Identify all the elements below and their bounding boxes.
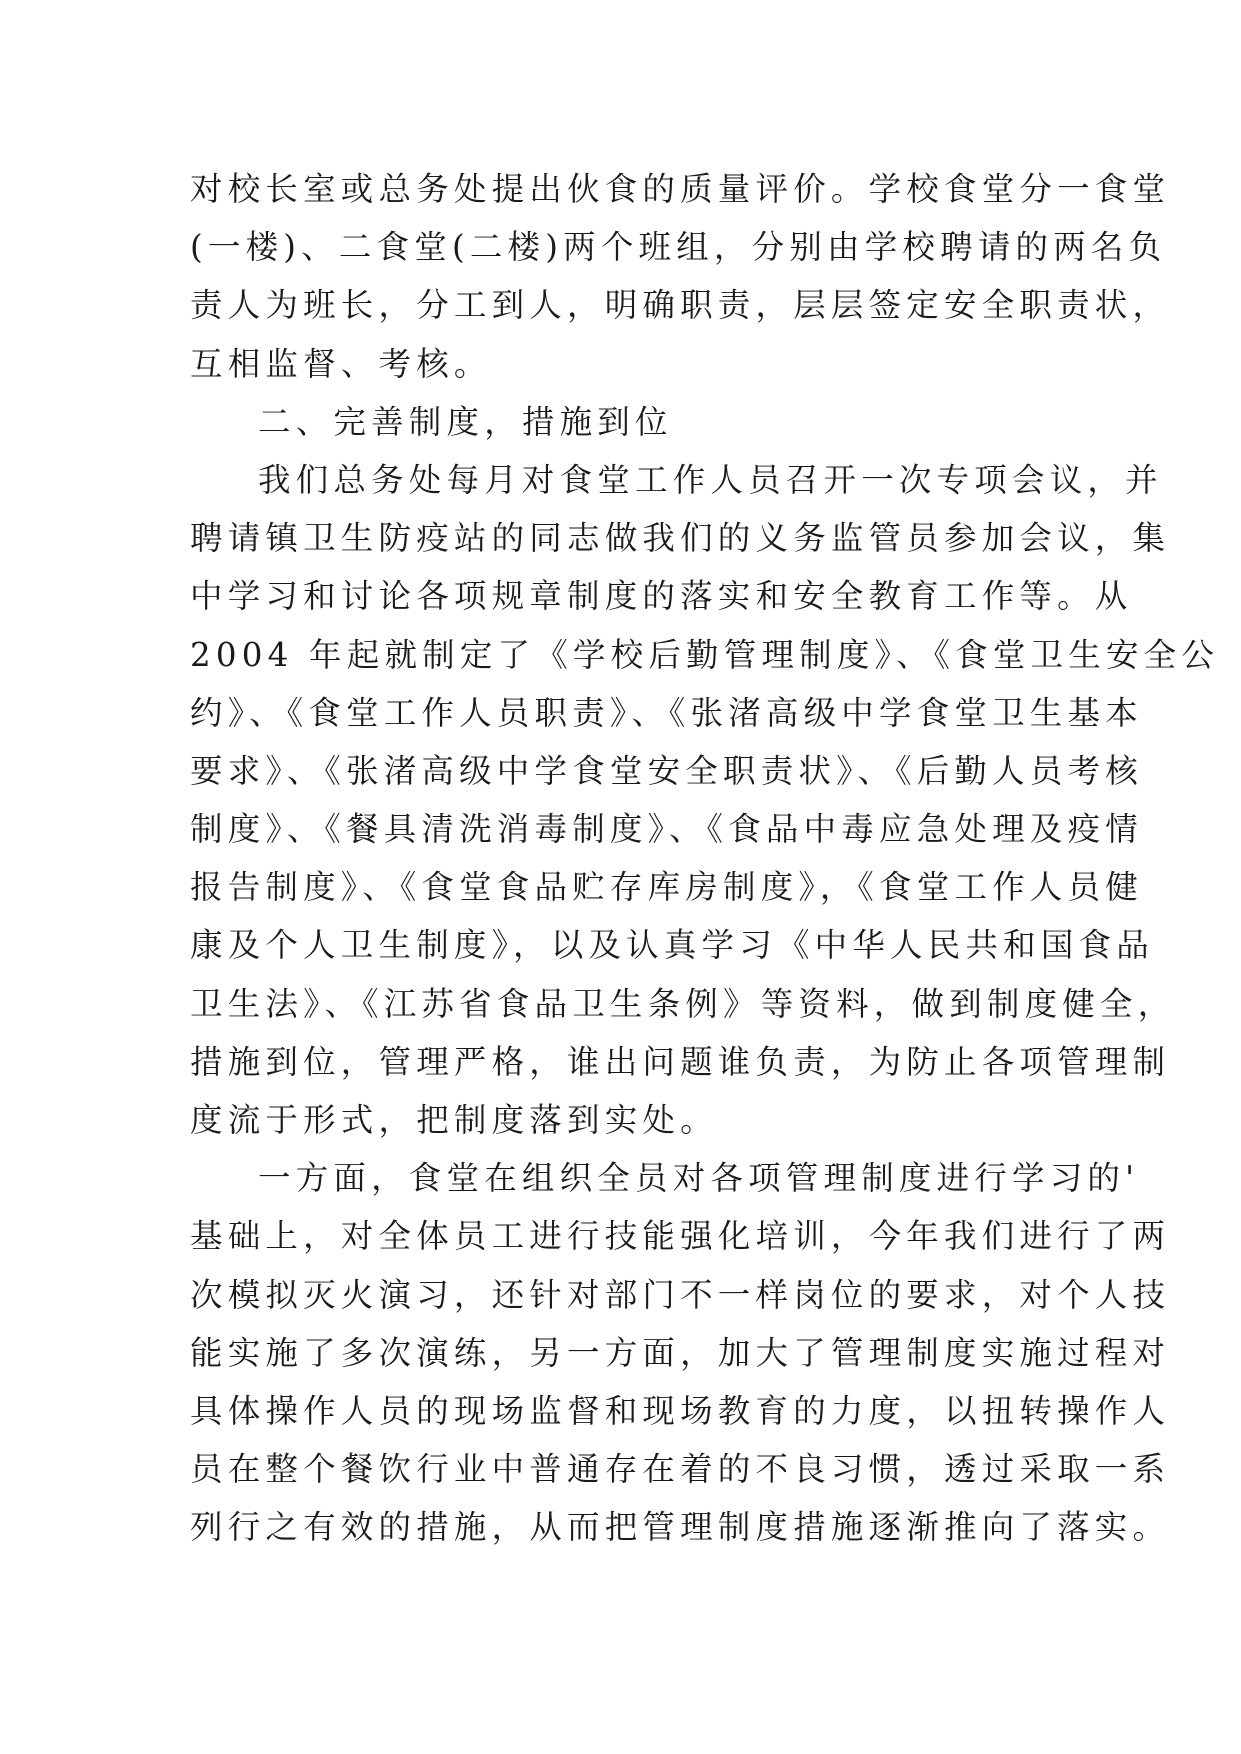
- text-line: 能实施了多次演练，另一方面，加大了管理制度实施过程对: [190, 1333, 1171, 1372]
- text-line: 对校长室或总务处提出伙食的质量评价。学校食堂分一食堂: [190, 170, 1171, 208]
- text-line: 约》、《食堂工作人员职责》、《张渚高级中学食堂卫生基本: [190, 693, 1143, 732]
- text-line: 员在整个餐饮行业中普通存在着的不良习惯，透过采取一系: [190, 1450, 1171, 1489]
- body-text: [190, 160, 1220, 1557]
- text-line: 基础上，对全体员工进行技能强化培训，今年我们进行了两: [190, 1217, 1171, 1256]
- text-line: 卫生法》、《江苏省食品卫生条例》等资料，做到制度健全，: [190, 984, 1176, 1023]
- text-line: 责人为班长，分工到人，明确职责，层层签定安全职责状，: [190, 286, 1171, 325]
- text-line: 聘请镇卫生防疫站的同志做我们的义务监管员参加会议，集: [190, 519, 1171, 558]
- text-line: 具体操作人员的现场监督和现场教育的力度，以扭转操作人: [190, 1391, 1171, 1430]
- text-line: 我们总务处每月对食堂工作人员召开一次专项会议，并: [258, 460, 1163, 499]
- text-line: 报告制度》、《食堂食品贮存库房制度》，《食堂工作人员健: [190, 868, 1143, 907]
- text-line: 制度》、《餐具清洗消毒制度》、《食品中毒应急处理及疫情: [190, 810, 1143, 849]
- text-line: 措施到位，管理严格，谁出问题谁负责，为防止各项管理制: [190, 1042, 1171, 1081]
- text-line: 二、完善制度，措施到位: [258, 402, 673, 441]
- text-line: 中学习和讨论各项规章制度的落实和安全教育工作等。从: [190, 577, 1133, 616]
- text-line: 列行之有效的措施，从而把管理制度措施逐渐推向了落实。: [190, 1508, 1171, 1547]
- text-line: 互相监督、考核。: [190, 344, 492, 383]
- text-line: (一楼)、二食堂(二楼)两个班组，分别由学校聘请的两名负: [190, 228, 1167, 267]
- text-line: 2004 年起就制定了《学校后勤管理制度》、《食堂卫生安全公: [190, 635, 1220, 674]
- text-line: 次模拟灭火演习，还针对部门不一样岗位的要求，对个人技: [190, 1275, 1171, 1314]
- text-line: 康及个人卫生制度》，以及认真学习《中华人民共和国食品: [190, 926, 1154, 965]
- text-line: 要求》、《张渚高级中学食堂安全职责状》、《后勤人员考核: [190, 751, 1143, 790]
- text-line: 度流于形式，把制度落到实处。: [190, 1101, 718, 1139]
- text-line: 一方面，食堂在组织全员对各项管理制度进行学习的': [258, 1159, 1140, 1198]
